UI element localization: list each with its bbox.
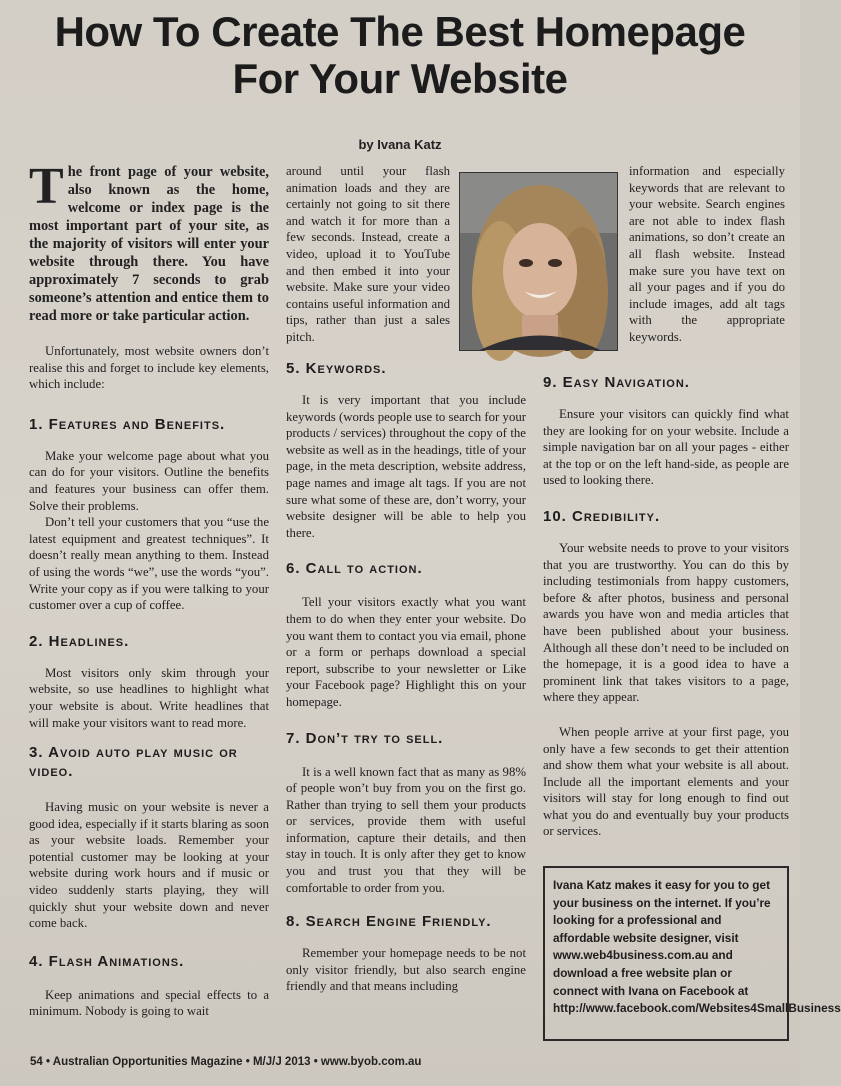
paragraph-flash-cont: around until your flash animation loads and they are certainly not going to sit there and watch it for more than a few seconds. Instead, create a video, upload it to YouTube and then embed it into your website. Make sure your video contains useful information and tips, rather than just a sales pitch. [286, 164, 450, 344]
paragraph-search-engine-cont: information and especially keywords that are relevant to your website. Search engines are not able to index flash animations, so don’t create an all flash website. Instead make sure you have text on all your pages and if you do include images, add alt tags with the appropriate keywords. [629, 164, 785, 344]
author-portrait [459, 172, 618, 351]
paragraph-headlines: Most visitors only skim through your website, so use headlines to highlight what your website is about. Write headlines that will make your visitors want to read more. [29, 665, 269, 730]
article-title [20, 8, 780, 102]
author-bio-box [543, 866, 841, 1041]
title-line-2: For Your Website [232, 55, 568, 102]
portrait-image [460, 173, 617, 350]
heading-flash: 4. Flash Animations. [29, 952, 185, 970]
column-3-top [629, 163, 785, 346]
paragraph-search-engine: Remember your homepage needs to be not only visitor friendly, but also search engine friendly and that means including [286, 946, 526, 994]
paragraph-easy-navigation: Ensure your visitors can quickly find what they are looking for on your website. Include a simple navigation bar on all your pages - either at the top or on the left hand-side, as people are used to looking there. [543, 407, 789, 488]
byline: by Ivana Katz [358, 137, 442, 152]
heading-headlines: 2. Headlines. [29, 632, 130, 650]
paragraph-auto-play: Having music on your website is never a good idea, especially if it starts blaring as soon as your website loads. Remember your potential customer may be looking at your website during work hours and if music or video suddenly starts playing, they will quickly shut your website down and never come back. [29, 800, 269, 931]
heading-dont-sell: 7. Don’t try to sell. [286, 729, 444, 747]
lead-text: he front page of your website, also known as the home, welcome or index page is the most important part of your site, as the majority of visitors will enter your website through there. You have approximately 7 seconds to grab someone’s attention and entice them to read more or take particular action. [29, 164, 269, 324]
heading-credibility: 10. Credibility. [543, 507, 661, 525]
drop-cap: T [29, 158, 64, 215]
heading-features-benefits: 1. Features and Benefits. [29, 415, 226, 433]
column-2-top [286, 163, 450, 346]
intro-paragraph: Unfortunately, most website owners don’t realise this and forget to include key elements, which include: [29, 344, 269, 392]
paragraph-keywords: It is very important that you include keywords (words people use to search for your products / services) throughout the copy of the website as well as in the headings, title of your page, in the meta description, website address, page names and image alt tags. If you are not sure what some of these are, don’t worry, your website designer will be able to help you there. [286, 393, 526, 540]
heading-auto-play: 3. Avoid auto play music or video. [29, 744, 238, 781]
title-line-1: How To Create The Best Homepage [54, 8, 746, 55]
column-2 [286, 359, 526, 995]
paragraph-features-1: Make your welcome page about what you can do for your visitors. Outline the benefits and features your business can offer them. Solve their problems. [29, 448, 269, 513]
column-3 [543, 373, 789, 840]
paragraph-credibility-2: When people arrive at your first page, you only have a few seconds to get their attention and show them what your website is all about. Include all the important elements and your visitors will stay for long enough to find out what you do and eventually buy your products or services. [543, 724, 789, 839]
paragraph-flash-start: Keep animations and special effects to a minimum. Nobody is going to wait [29, 987, 269, 1019]
author-bio-text: Ivana Katz makes it easy for you to get your business on the internet. If you’re looking for a professional and affordable website designer, visit www.web4business.com.au and download a free website plan or connect with Ivana on Facebook at http://www.facebook.com/Websites4SmallBusiness [553, 878, 841, 1016]
heading-keywords: 5. Keywords. [286, 360, 387, 377]
page-footer: 54 • Australian Opportunities Magazine • M/J/J 2013 • www.byob.com.au [30, 1056, 422, 1068]
heading-search-engine: 8. Search Engine Friendly. [286, 913, 492, 931]
heading-easy-navigation: 9. Easy Navigation. [543, 374, 690, 391]
column-1 [29, 158, 269, 1020]
heading-call-to-action: 6. Call to action. [286, 560, 423, 578]
paragraph-call-to-action: Tell your visitors exactly what you want them to do when they enter your website. Do you want them to contact you via email, phone or a form or perhaps download a special report, subscribe to your newsletter or Like your Facebook page? Highlight this on your homepage. [286, 595, 526, 709]
paragraph-features-2: Don’t tell your customers that you “use the latest equipment and greatest techniques”. It doesn’t really mean anything to them. Instead of using the words “we”, use the words “you”. Write your copy as if you were talking to your customer over a cup of coffee. [29, 515, 269, 613]
paragraph-dont-sell: It is a well known fact that as many as 98% of people won’t buy from you on the first go. Rather than trying to sell them your products or services, provide them with useful information, capture their details, and then stay in touch. It is only after they get to know you and trust you that they will be comfortable to order from you. [286, 764, 526, 895]
lead-paragraph [29, 158, 269, 325]
paragraph-credibility-1: Your website needs to prove to your visitors that you are trustworthy. You can do this by including testimonials from happy customers, before & after photos, business and personal awards you have won and media articles that have been published about your business. Although all these don’t need to be included on the homepage, it is a good idea to have a prominent link that takes visitors to a page, where they appear. [543, 540, 789, 705]
